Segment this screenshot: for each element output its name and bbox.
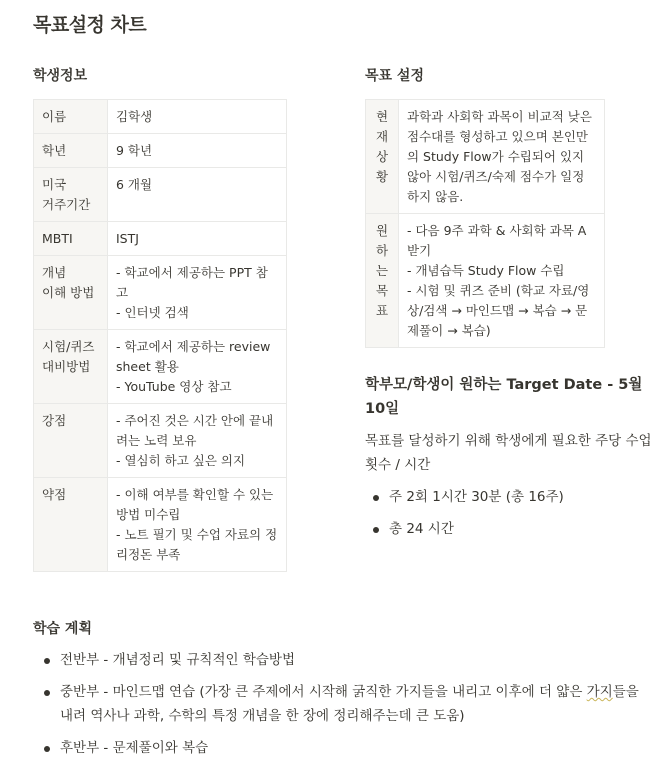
list-item-text-part: 들을 내려 역사나 과학, 수학의 특정 개념을 한 장에 정리해주는데 큰 도움): [60, 684, 639, 724]
row-key: 개념 이해 방법: [34, 256, 108, 330]
goal-heading: 목표 설정: [365, 68, 424, 84]
list-item-text-part: 중반부 - 마인드맵 연습 (가장 큰 주제에서 시작해 굵직한 가지들을 내리고 이후에 더 얇은: [60, 684, 587, 700]
bullet-icon: [44, 658, 50, 664]
row-key: 원하는목표: [366, 214, 399, 348]
row-key: 약점: [34, 478, 108, 572]
page-title: 목표설정 차트: [33, 14, 147, 36]
student-info-heading: 학생정보: [33, 68, 88, 84]
row-key: MBTI: [34, 222, 108, 256]
table-row: [34, 330, 287, 404]
list-item-text: 주 2회 1시간 30분 (총 16주): [389, 489, 564, 505]
table-row: [34, 256, 287, 330]
table-row: [34, 134, 287, 168]
row-key: 이름: [34, 100, 108, 134]
list-item: [365, 517, 655, 541]
table-row: [34, 168, 287, 222]
bullet-icon: [44, 690, 50, 696]
student-info-table: [33, 99, 287, 572]
study-plan-heading: 학습 계획: [33, 621, 92, 637]
list-item: [36, 680, 656, 728]
goal-table: [365, 99, 605, 348]
target-list: [365, 485, 655, 549]
list-item-text: 후반부 - 문제풀이와 복습: [60, 740, 209, 756]
row-value: ISTJ: [108, 222, 287, 256]
row-value: 6 개월: [108, 168, 287, 222]
table-row: [34, 222, 287, 256]
row-value: - 이해 여부를 확인할 수 있는 방법 미수립 - 노트 필기 및 수업 자료의 정리정돈 부족: [108, 478, 287, 572]
target-description: 목표를 달성하기 위해 학생에게 필요한 주당 수업 횟수 / 시간: [365, 433, 652, 473]
list-item-text: 전반부 - 개념정리 및 규칙적인 학습방법: [60, 652, 295, 668]
list-item: [36, 736, 656, 760]
row-value: 김학생: [108, 100, 287, 134]
row-value: 과학과 사회학 과목이 비교적 낮은 점수대를 형성하고 있으며 본인만의 Study Flow가 수립되어 있지 않아 시험/퀴즈/숙제 점수가 일정하지 않음.: [399, 100, 605, 214]
bullet-icon: [373, 495, 379, 501]
bullet-icon: [44, 746, 50, 752]
table-row: [366, 100, 605, 214]
table-row: [34, 404, 287, 478]
row-key: 학년: [34, 134, 108, 168]
list-item: [36, 648, 656, 672]
spellcheck-marked-word: 가지: [586, 684, 613, 700]
row-key: 미국 거주기간: [34, 168, 108, 222]
row-value: - 주어진 것은 시간 안에 끝내려는 노력 보유 - 열심히 하고 싶은 의지: [108, 404, 287, 478]
target-date-heading: 학부모/학생이 원하는 Target Date - 5월 10일: [365, 377, 643, 417]
list-item-text: [60, 684, 639, 724]
table-row: [34, 478, 287, 572]
list-item: [365, 485, 655, 509]
bullet-icon: [373, 527, 379, 533]
row-key: 시험/퀴즈 대비방법: [34, 330, 108, 404]
row-key: 강점: [34, 404, 108, 478]
row-key: 현재상황: [366, 100, 399, 214]
list-item-text: 총 24 시간: [389, 521, 454, 537]
study-plan-list: [36, 648, 656, 768]
row-value: - 다음 9주 과학 & 사회학 과목 A 받기 - 개념습득 Study Flow 수립 - 시험 및 퀴즈 준비 (학교 자료/영상/검색 → 마인드맵 → 복습 → 문제풀이 → 복습): [399, 214, 605, 348]
row-value: - 학교에서 제공하는 review sheet 활용 - YouTube 영상 참고: [108, 330, 287, 404]
table-row: [34, 100, 287, 134]
row-value: - 학교에서 제공하는 PPT 참고 - 인터넷 검색: [108, 256, 287, 330]
table-row: [366, 214, 605, 348]
row-value: 9 학년: [108, 134, 287, 168]
